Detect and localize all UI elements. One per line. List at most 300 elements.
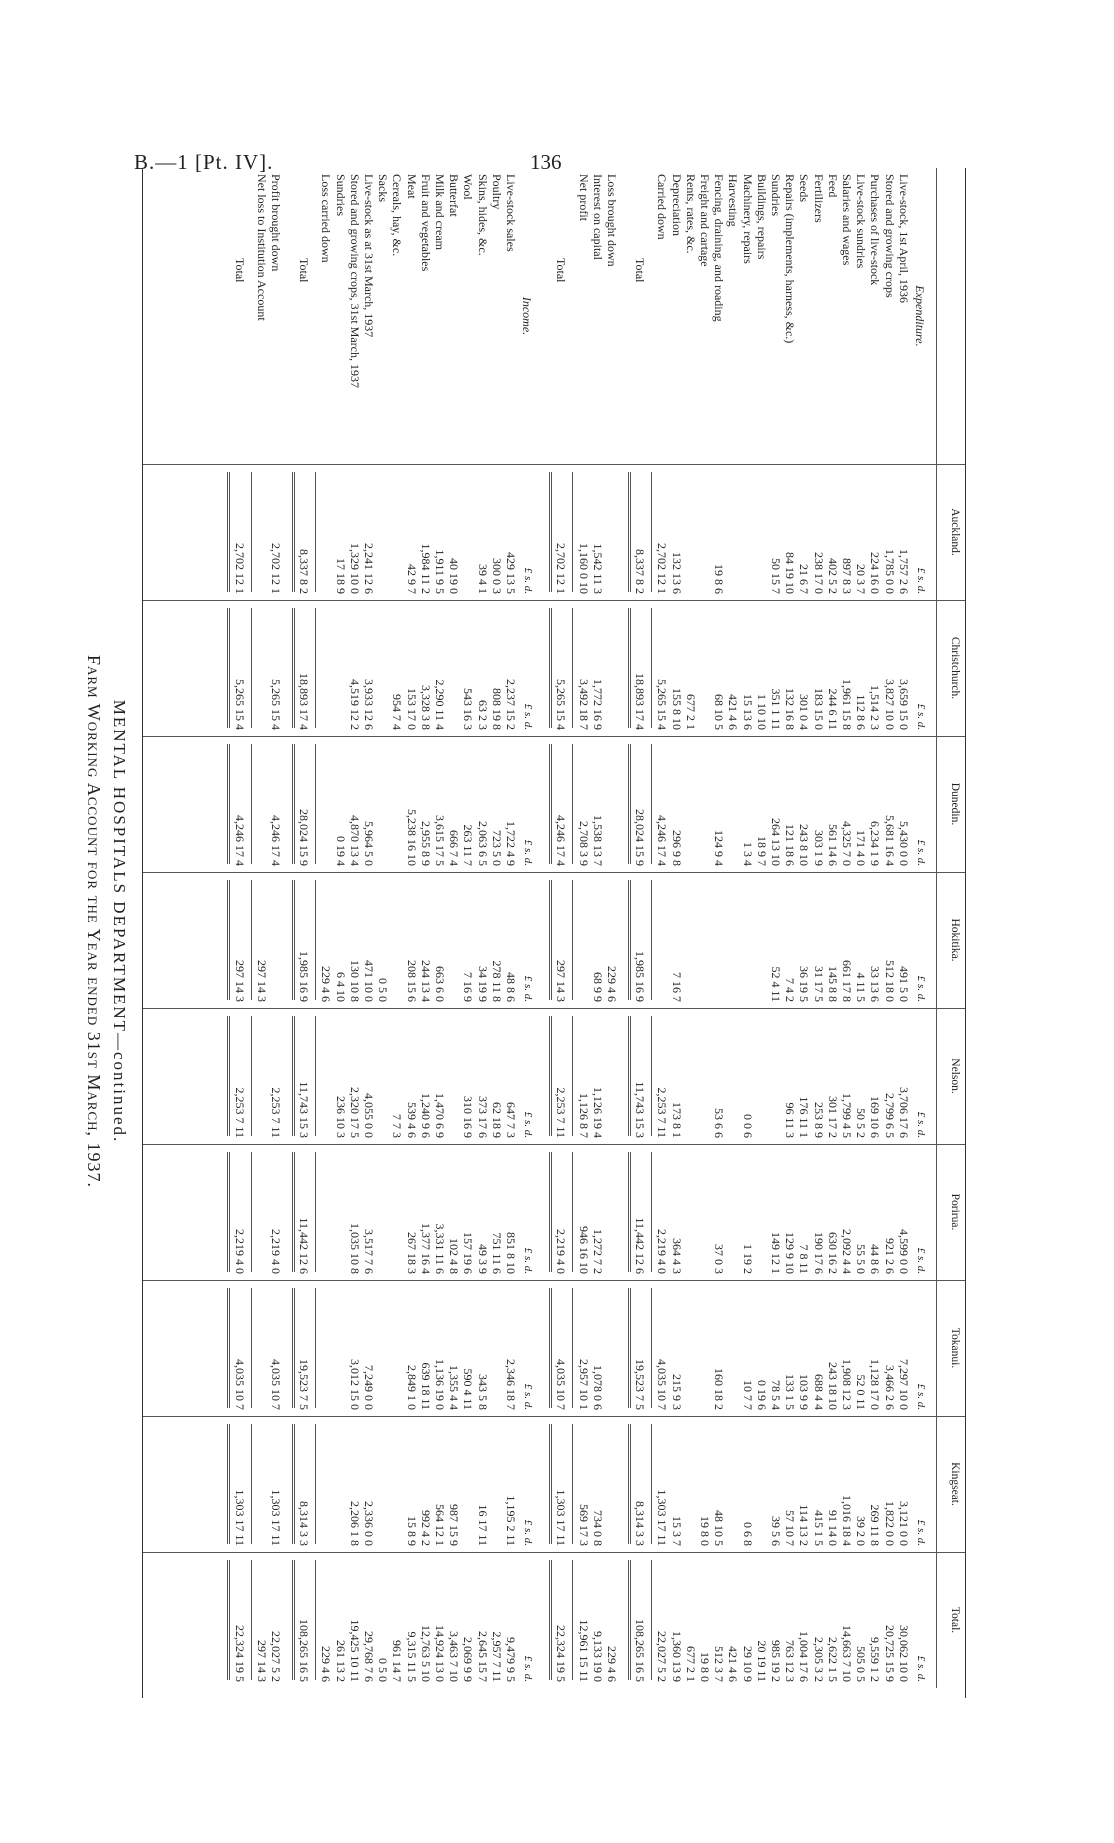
row-label: Net profit [576,174,591,221]
value-cell: 34 19 9 [475,966,490,1002]
double-rule [292,1016,295,1136]
column-heading: Porirua. [949,1193,961,1231]
sum-rule [651,1560,652,1680]
value-cell: 133 1 5 [783,1374,798,1410]
value-cell: 103 9 9 [797,1374,812,1410]
value-cell: 4,246 17 4 [655,815,670,866]
value-cell: 1,128 17 0 [868,1359,883,1410]
value-cell: 2,069 9 9 [461,1637,476,1682]
value-cell: 52 0 11 [854,1374,869,1410]
double-rule [292,472,295,592]
total-cell: 1,985 16 9 [633,951,648,1002]
column-rule [143,1144,965,1145]
double-rule [292,1560,295,1680]
value-cell: 1,542 11 3 [590,543,605,594]
value-cell: 3,466 2 6 [882,1365,897,1410]
value-cell: 5,238 16 10 [404,809,419,866]
sum-rule [251,1152,252,1272]
sum-rule [315,608,316,728]
value-cell: 5,430 0 0 [896,821,911,866]
total-label: Total [554,258,569,283]
double-rule [292,1424,295,1544]
column-5 [143,1144,965,1280]
sum-rule [572,608,573,728]
sum-rule [251,1288,252,1408]
column-4 [143,1008,965,1144]
column-rule [143,1280,965,1281]
total-cell: 28,024 15 9 [633,809,648,866]
value-cell: 55 5 0 [854,1244,869,1274]
value-cell: 1,195 2 11 [504,1495,518,1546]
value-cell: 2,305 3 2 [811,1637,826,1682]
value-cell: 37 0 3 [712,1244,727,1274]
value-cell: 153 17 0 [404,688,419,730]
value-cell: 1,377 16 4 [418,1223,433,1274]
value-cell: 68 10 5 [712,694,727,730]
sum-rule [251,472,252,592]
sum-rule [651,1424,652,1544]
value-cell: 78 5 4 [769,1380,783,1410]
value-cell: 14,924 13 0 [433,1625,447,1682]
value-cell: 19 8 6 [712,564,727,594]
value-cell: 1,126 8 7 [576,1093,591,1138]
total-cell: 1,303 17 11 [554,1489,569,1546]
value-cell: 224 16 0 [868,552,883,594]
double-rule [292,1288,295,1408]
row-label: Freight and cartage [698,174,712,267]
total-cell: 18,893 17 4 [297,673,312,730]
value-cell: 12,763 5 10 [418,1625,433,1682]
value-cell: 173 8 1 [669,1102,684,1138]
value-cell: 2,237 15 2 [504,679,518,730]
sum-rule [572,1560,573,1680]
value-cell: 1,016 18 4 [840,1495,854,1546]
value-cell: 421 4 6 [726,694,741,730]
value-cell: 505 0 5 [854,1646,869,1682]
double-rule [227,880,230,1000]
value-cell: 10 7 7 [740,1380,755,1410]
value-cell: 229 4 6 [605,966,619,1002]
value-cell: 301 0 4 [797,694,812,730]
units-label: £ s. d. [522,1519,535,1546]
sum-rule [251,744,252,864]
value-cell: 1,136 19 0 [433,1359,447,1410]
units-label: £ s. d. [522,567,535,594]
value-cell: 50 15 7 [769,558,783,594]
value-cell: 39 2 0 [854,1516,869,1546]
column-heading: Total. [949,1606,961,1634]
units-label: £ s. d. [522,1383,535,1410]
value-cell: 4,870 13 4 [347,815,362,866]
value-cell: 1,911 9 5 [433,549,447,594]
value-cell: 0 5 0 [376,978,391,1002]
value-cell: 1,822 0 0 [882,1501,897,1546]
value-cell: 808 19 8 [489,688,504,730]
total-cell: 28,024 15 9 [297,809,312,866]
value-cell: 3,121 0 0 [896,1501,911,1546]
double-rule [628,1152,631,1272]
value-cell: 15 13 6 [740,694,755,730]
value-cell: 3,463 7 10 [447,1631,462,1682]
value-cell: 22,027 5 2 [655,1631,670,1682]
value-cell: 1,004 17 6 [797,1631,812,1682]
value-cell: 2,290 11 4 [433,679,447,730]
total-cell: 297 14 3 [554,960,569,1002]
value-cell: 169 10 6 [868,1096,883,1138]
column-rule [143,1552,965,1553]
value-cell: 19 8 0 [698,1652,712,1682]
section-heading: Expenditure. [913,285,927,347]
value-cell: 20,725 15 9 [882,1625,897,1682]
header-rule [936,1144,937,1280]
value-cell: 300 0 3 [489,558,504,594]
value-cell: 763 12 3 [783,1640,798,1682]
value-cell: 5,964 5 0 [362,821,376,866]
value-cell: 1,240 9 6 [418,1093,433,1138]
row-label: Sundries [333,174,348,216]
value-cell: 132 16 8 [783,688,798,730]
value-cell: 36 19 5 [797,966,812,1002]
value-cell: 261 13 2 [333,1640,348,1682]
value-cell: 176 11 1 [797,1096,812,1138]
value-cell: 39 5 6 [769,1516,783,1546]
value-cell: 236 10 3 [333,1096,348,1138]
header-rule [936,736,937,872]
sum-rule [315,1288,316,1408]
column-rule [143,1416,965,1417]
value-cell: 2,957 7 11 [489,1631,504,1682]
column-heading: Christchurch. [949,636,961,700]
value-cell: 2,702 12 1 [655,543,670,594]
value-cell: 2,241 12 6 [362,543,376,594]
total-cell: 8,337 8 2 [297,549,312,594]
value-cell: 663 6 0 [433,966,447,1002]
value-cell: 3,331 11 6 [433,1223,447,1274]
total-cell: 2,219 4 0 [554,1229,569,1274]
value-cell: 1,470 6 9 [433,1093,447,1138]
row-label: Harvesting [726,174,741,227]
row-label: Live-stock as at 31st March, 1937 [362,174,376,338]
units-label: £ s. d. [915,975,927,1002]
value-cell: 954 7 4 [390,694,405,730]
total-cell: 8,314 3 3 [297,1501,312,1546]
total-cell: 11,743 15 3 [297,1081,312,1138]
row-label: Cereals, hay, &c. [390,174,405,257]
value-cell: 7 16 7 [669,972,684,1002]
value-cell: 238 17 0 [811,552,826,594]
column-rule [143,1008,965,1009]
column-rule [143,464,965,465]
page-reference: B.—1 [Pt. IV]. [134,150,274,174]
units-label: £ s. d. [915,703,927,730]
value-cell: 569 17 3 [576,1504,591,1546]
value-cell: 2,957 10 1 [576,1359,591,1410]
value-cell: 7 16 9 [461,972,476,1002]
sum-rule [315,1152,316,1272]
value-cell: 1,355 4 4 [447,1365,462,1410]
value-cell: 4 11 5 [854,972,869,1002]
value-cell: 33 13 6 [868,966,883,1002]
value-cell: 68 9 9 [590,972,605,1002]
value-cell: 22,027 5 2 [269,1631,283,1682]
double-rule [628,1288,631,1408]
value-cell: 985 19 2 [769,1640,783,1682]
row-label: Milk and cream [433,174,447,250]
total-cell: 19,523 7 5 [633,1359,648,1410]
value-cell: 50 5 2 [854,1108,869,1138]
value-cell: 1,035 10 8 [347,1223,362,1274]
value-cell: 677 2 1 [683,1646,698,1682]
row-label: Net loss to Institution Account [254,174,269,321]
value-cell: 14,663 7 10 [840,1625,854,1682]
total-cell: 2,253 7 11 [554,1087,569,1138]
value-cell: 2,799 6 5 [882,1093,897,1138]
header-rule [936,600,937,736]
sum-rule [651,1152,652,1272]
row-label: Meat [404,174,419,199]
value-cell: 429 13 5 [504,552,518,594]
row-label: Sacks [376,174,391,202]
value-cell: 264 13 10 [769,818,783,866]
value-cell: 723 5 0 [489,830,504,866]
value-cell: 57 10 7 [783,1510,798,1546]
total-cell: 4,246 17 4 [232,815,247,866]
sum-rule [572,1152,573,1272]
value-cell: 145 8 8 [825,966,840,1002]
value-cell: 7 8 11 [797,1244,812,1274]
sum-rule [572,1288,573,1408]
column-0 [143,464,965,600]
value-cell: 229 4 6 [319,1646,334,1682]
value-cell: 18 9 7 [754,836,769,866]
value-cell: 402 5 2 [825,558,840,594]
units-label: £ s. d. [915,1383,927,1410]
total-cell: 8,314 3 3 [633,1501,648,1546]
value-cell: 243 18 10 [825,1362,840,1410]
double-rule [549,1424,552,1544]
value-cell: 121 18 6 [783,824,798,866]
value-cell: 3,659 15 0 [896,679,911,730]
value-cell: 1,514 2 3 [868,685,883,730]
value-cell: 0 6 8 [740,1522,755,1546]
row-label: Purchases of live-stock [868,174,883,286]
sum-rule [251,1016,252,1136]
column-8 [143,1552,965,1688]
value-cell: 9,133 19 0 [590,1631,605,1682]
value-cell: 15 8 9 [404,1516,419,1546]
value-cell: 2,092 4 4 [840,1229,854,1274]
value-cell: 91 14 0 [825,1510,840,1546]
value-cell: 3,492 18 7 [576,679,591,730]
value-cell: 112 8 6 [854,694,869,730]
value-cell: 7,249 0 0 [362,1365,376,1410]
value-cell: 229 4 6 [605,1646,619,1682]
total-cell: 4,246 17 4 [554,815,569,866]
value-cell: 1,799 4 5 [840,1093,854,1138]
sum-rule [572,744,573,864]
value-cell: 639 18 11 [418,1362,433,1410]
row-label: Rents, rates, &c. [683,174,698,254]
value-cell: 20 3 7 [854,564,869,594]
row-label: Buildings, repairs [754,174,769,260]
table-title: Farm Working Account for the Year ended 31st March, 1937. [84,654,104,1189]
row-label: Carried down [655,174,670,240]
value-cell: 5,265 15 4 [655,679,670,730]
total-cell: 11,442 12 6 [633,1217,648,1274]
header-rule [936,1008,937,1144]
value-cell: 9,559 1 2 [868,1637,883,1682]
section-heading: Income. [520,296,535,336]
value-cell: 243 8 10 [797,824,812,866]
value-cell: 9,315 11 5 [404,1631,419,1682]
value-cell: 21 6 7 [797,564,812,594]
total-cell: 5,265 15 4 [554,679,569,730]
value-cell: 2,206 1 8 [347,1501,362,1546]
sum-rule [315,744,316,864]
double-rule [628,1424,631,1544]
value-cell: 53 6 6 [712,1108,727,1138]
row-label: Fruit and vegetables [418,174,433,272]
value-cell: 6 4 10 [333,972,348,1002]
total-cell: 2,253 7 11 [232,1087,247,1138]
total-cell: 108,265 16 5 [297,1619,312,1682]
value-cell: 4,035 10 7 [269,1359,283,1410]
value-cell: 16 17 11 [475,1504,490,1546]
double-rule [227,1288,230,1408]
value-cell: 84 19 10 [783,552,798,594]
value-cell: 1 10 10 [754,694,769,730]
double-rule [549,608,552,728]
value-cell: 543 16 3 [461,688,476,730]
value-cell: 2,219 4 0 [655,1229,670,1274]
value-cell: 2,336 0 0 [362,1501,376,1546]
value-cell: 63 2 3 [475,700,490,730]
total-cell: 5,265 15 4 [232,679,247,730]
value-cell: 2,320 17 5 [347,1087,362,1138]
double-rule [628,880,631,1000]
row-label: Fencing, draining, and roading [712,174,727,322]
value-cell: 49 3 9 [475,1244,490,1274]
value-cell: 301 17 2 [825,1096,840,1138]
column-rule [143,736,965,737]
row-label: Loss carried down [319,174,334,263]
value-cell: 3,012 15 0 [347,1359,362,1410]
units-label: £ s. d. [915,1519,927,1546]
column-heading: Dunedin. [949,782,961,826]
value-cell: 208 15 6 [404,960,419,1002]
value-cell: 1,078 0 6 [590,1365,605,1410]
value-cell: 2,253 7 11 [655,1087,670,1138]
units-label: £ s. d. [915,1111,927,1138]
value-cell: 564 12 1 [433,1504,447,1546]
row-label: Profit brought down [269,174,283,272]
value-cell: 19,425 10 11 [347,1619,362,1682]
total-cell: 2,219 4 0 [232,1229,247,1274]
double-rule [227,472,230,592]
row-label: Wool [461,174,476,200]
double-rule [227,1560,230,1680]
label-column [143,168,965,464]
value-cell: 2,253 7 11 [269,1087,283,1138]
sum-rule [651,472,652,592]
total-label: Total [297,258,312,283]
double-rule [227,1016,230,1136]
value-cell: 52 4 11 [769,966,783,1002]
value-cell: 31 17 5 [811,966,826,1002]
double-rule [549,1152,552,1272]
value-cell: 1,160 0 10 [576,543,591,594]
value-cell: 297 14 3 [254,960,269,1002]
value-cell: 3,517 7 6 [362,1229,376,1274]
value-cell: 7,297 10 0 [896,1359,911,1410]
double-rule [628,744,631,864]
sum-rule [651,880,652,1000]
value-cell: 3,615 17 5 [433,815,447,866]
value-cell: 263 11 7 [461,824,476,866]
value-cell: 961 14 7 [390,1640,405,1682]
value-cell: 688 4 4 [811,1374,826,1410]
value-cell: 1,360 13 9 [669,1631,684,1682]
value-cell: 267 18 3 [404,1232,419,1274]
value-cell: 1,772 16 9 [590,679,605,730]
value-cell: 590 4 11 [461,1368,476,1410]
value-cell: 44 8 6 [868,1244,883,1274]
value-cell: 149 12 1 [769,1232,783,1274]
value-cell: 647 7 3 [504,1102,518,1138]
double-rule [227,744,230,864]
units-label: £ s. d. [522,839,535,866]
sum-rule [651,744,652,864]
value-cell: 132 13 6 [669,552,684,594]
value-cell: 17 18 9 [333,558,348,594]
value-cell: 3,706 17 6 [896,1087,911,1138]
value-cell: 1,303 17 11 [269,1489,283,1546]
value-cell: 15 3 7 [669,1516,684,1546]
total-cell: 2,702 12 1 [232,543,247,594]
value-cell: 114 13 2 [797,1504,812,1546]
value-cell: 2,346 18 7 [504,1359,518,1410]
value-cell: 1,984 11 2 [418,543,433,594]
value-cell: 2,645 15 7 [475,1631,490,1682]
total-cell: 4,035 10 7 [554,1359,569,1410]
value-cell: 7 4 2 [783,978,798,1002]
double-rule [628,472,631,592]
value-cell: 29 10 9 [740,1646,755,1682]
double-rule [227,608,230,728]
value-cell: 310 16 9 [461,1096,476,1138]
farm-account-table [142,168,966,1698]
sum-rule [251,608,252,728]
column-heading: Tokanui. [949,1327,961,1369]
value-cell: 253 8 9 [811,1102,826,1138]
total-cell: 19,523 7 5 [297,1359,312,1410]
value-cell: 1,785 0 0 [882,549,897,594]
sum-rule [251,1560,252,1680]
units-label: £ s. d. [522,1247,535,1274]
value-cell: 39 4 1 [475,564,490,594]
sum-rule [572,472,573,592]
value-cell: 155 8 10 [669,688,684,730]
row-label: Depreciation [669,174,684,236]
value-cell: 2,219 4 0 [269,1229,283,1274]
header-rule [936,168,937,464]
row-label: Live-stock sales [504,174,518,252]
value-cell: 42 9 7 [404,564,419,594]
total-cell: 4,035 10 7 [232,1359,247,1410]
row-label: Stored and growing crops, 31st March, 1937 [347,174,362,388]
value-cell: 373 17 6 [475,1096,490,1138]
column-rule [143,600,965,601]
